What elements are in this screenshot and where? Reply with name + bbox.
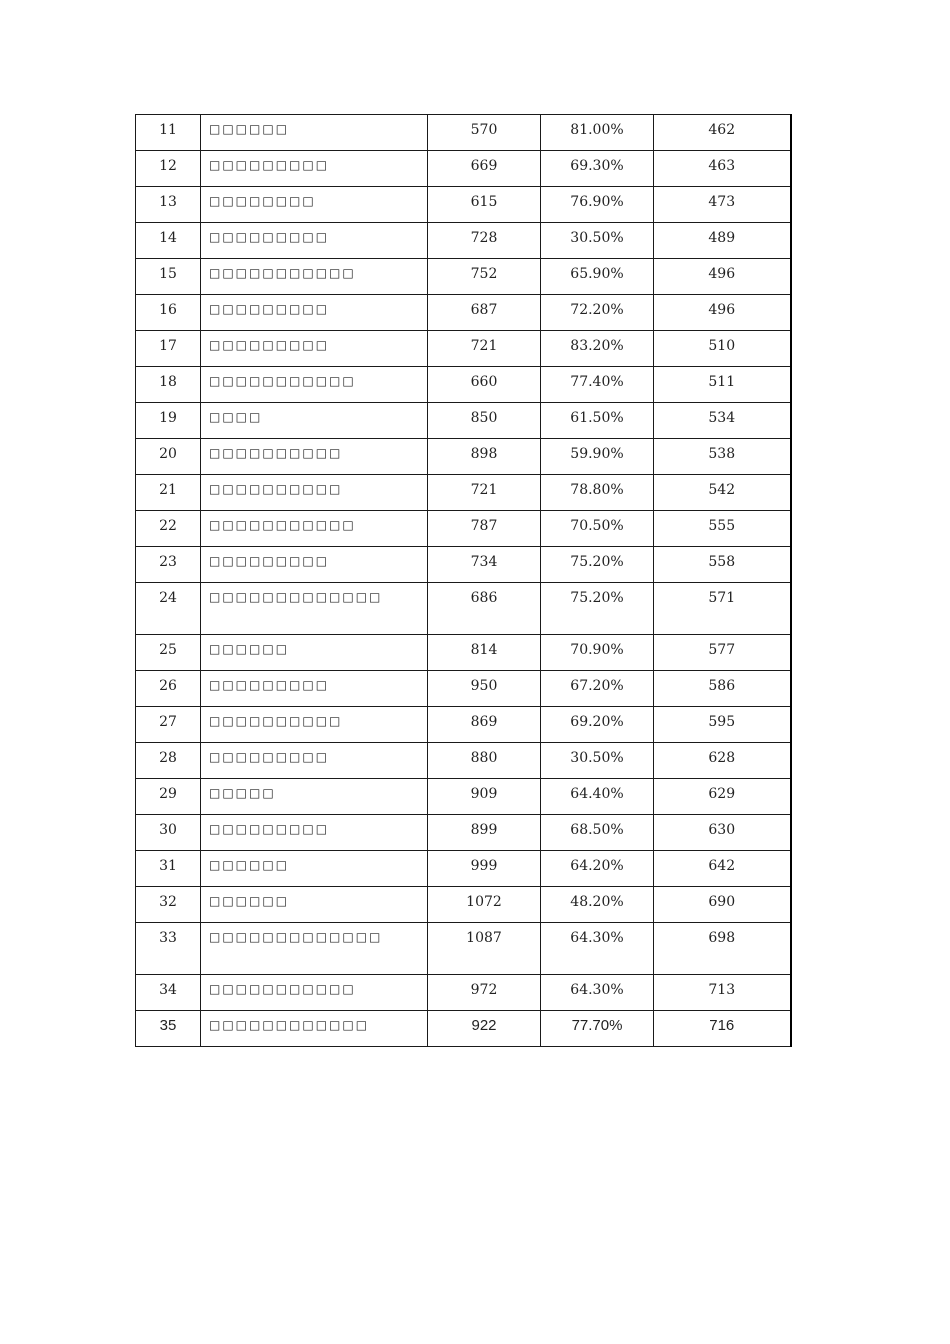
- row-rate-cell: 72.20%: [541, 295, 654, 331]
- table-row: [136, 1011, 791, 1047]
- row-rate-cell: 77.40%: [541, 367, 654, 403]
- row-value-cell: 713: [654, 975, 791, 1011]
- row-value-cell: 462: [654, 115, 791, 151]
- row-value-cell: 511: [654, 367, 791, 403]
- table-row: [136, 223, 791, 259]
- row-number-cell: 12: [136, 151, 201, 187]
- row-rate-cell: 69.30%: [541, 151, 654, 187]
- row-count-cell: 880: [428, 743, 541, 779]
- row-count-cell: 1072: [428, 887, 541, 923]
- row-count-cell: 570: [428, 115, 541, 151]
- row-count-cell: 850: [428, 403, 541, 439]
- row-count-cell: 669: [428, 151, 541, 187]
- row-rate-cell: 83.20%: [541, 331, 654, 367]
- table-row: [136, 511, 791, 547]
- row-value-cell: 586: [654, 671, 791, 707]
- table-row: [136, 975, 791, 1011]
- row-value-cell: 496: [654, 259, 791, 295]
- row-name-cell: □□□□□□□□□: [201, 151, 428, 187]
- row-count-cell: 909: [428, 779, 541, 815]
- row-rate-cell: 64.30%: [541, 923, 654, 975]
- row-name-cell: □□□□□□□□□: [201, 295, 428, 331]
- row-value-cell: 716: [654, 1011, 791, 1047]
- table-row: [136, 151, 791, 187]
- row-value-cell: 538: [654, 439, 791, 475]
- row-value-cell: 555: [654, 511, 791, 547]
- row-number-cell: 34: [136, 975, 201, 1011]
- row-rate-cell: 69.20%: [541, 707, 654, 743]
- row-name-cell: □□□□□□□□□□□□□: [201, 583, 428, 635]
- row-name-cell: □□□□□□□□□: [201, 743, 428, 779]
- row-rate-cell: 70.90%: [541, 635, 654, 671]
- data-table: [135, 114, 792, 1047]
- row-rate-cell: 64.20%: [541, 851, 654, 887]
- row-number-cell: 18: [136, 367, 201, 403]
- row-rate-cell: 59.90%: [541, 439, 654, 475]
- row-count-cell: 660: [428, 367, 541, 403]
- row-count-cell: 734: [428, 547, 541, 583]
- table-row: [136, 779, 791, 815]
- row-number-cell: 20: [136, 439, 201, 475]
- table-row: [136, 887, 791, 923]
- table-row: [136, 923, 791, 975]
- row-name-cell: □□□□□□□□□: [201, 547, 428, 583]
- row-value-cell: 558: [654, 547, 791, 583]
- row-count-cell: 922: [428, 1011, 541, 1047]
- row-count-cell: 721: [428, 475, 541, 511]
- row-count-cell: 814: [428, 635, 541, 671]
- row-number-cell: 21: [136, 475, 201, 511]
- row-name-cell: □□□□□□□□□□□: [201, 367, 428, 403]
- table-row: [136, 547, 791, 583]
- row-number-cell: 25: [136, 635, 201, 671]
- row-rate-cell: 81.00%: [541, 115, 654, 151]
- row-rate-cell: 61.50%: [541, 403, 654, 439]
- row-name-cell: □□□□□□: [201, 635, 428, 671]
- row-value-cell: 510: [654, 331, 791, 367]
- row-number-cell: 16: [136, 295, 201, 331]
- row-count-cell: 898: [428, 439, 541, 475]
- table-row: [136, 475, 791, 511]
- row-name-cell: □□□□□□□□□: [201, 815, 428, 851]
- row-name-cell: □□□□□□□□□: [201, 223, 428, 259]
- row-number-cell: 31: [136, 851, 201, 887]
- row-count-cell: 999: [428, 851, 541, 887]
- row-number-cell: 17: [136, 331, 201, 367]
- row-rate-cell: 77.70%: [541, 1011, 654, 1047]
- table-row: [136, 403, 791, 439]
- row-name-cell: □□□□: [201, 403, 428, 439]
- row-count-cell: 728: [428, 223, 541, 259]
- row-rate-cell: 64.40%: [541, 779, 654, 815]
- row-name-cell: □□□□□□□□□□: [201, 475, 428, 511]
- table-row: [136, 707, 791, 743]
- row-count-cell: 721: [428, 331, 541, 367]
- row-number-cell: 24: [136, 583, 201, 635]
- row-number-cell: 27: [136, 707, 201, 743]
- row-rate-cell: 65.90%: [541, 259, 654, 295]
- row-count-cell: 752: [428, 259, 541, 295]
- row-value-cell: 489: [654, 223, 791, 259]
- row-name-cell: □□□□□□: [201, 851, 428, 887]
- row-name-cell: □□□□□□□□□□□: [201, 511, 428, 547]
- row-count-cell: 1087: [428, 923, 541, 975]
- table-row: [136, 635, 791, 671]
- table-row: [136, 295, 791, 331]
- row-number-cell: 32: [136, 887, 201, 923]
- row-number-cell: 33: [136, 923, 201, 975]
- table-row: [136, 331, 791, 367]
- table-row: [136, 259, 791, 295]
- row-name-cell: □□□□□□: [201, 115, 428, 151]
- row-name-cell: □□□□□□□□□□□□□: [201, 923, 428, 975]
- row-count-cell: 950: [428, 671, 541, 707]
- row-rate-cell: 64.30%: [541, 975, 654, 1011]
- table-body: [136, 115, 791, 1047]
- row-value-cell: 463: [654, 151, 791, 187]
- row-number-cell: 19: [136, 403, 201, 439]
- row-rate-cell: 67.20%: [541, 671, 654, 707]
- row-number-cell: 22: [136, 511, 201, 547]
- row-rate-cell: 70.50%: [541, 511, 654, 547]
- row-value-cell: 577: [654, 635, 791, 671]
- row-name-cell: □□□□□□□□□□: [201, 439, 428, 475]
- row-value-cell: 629: [654, 779, 791, 815]
- row-value-cell: 698: [654, 923, 791, 975]
- row-count-cell: 787: [428, 511, 541, 547]
- row-rate-cell: 75.20%: [541, 583, 654, 635]
- row-name-cell: □□□□□□□□□□□: [201, 259, 428, 295]
- table-row: [136, 671, 791, 707]
- row-value-cell: 628: [654, 743, 791, 779]
- row-value-cell: 542: [654, 475, 791, 511]
- table-row: [136, 187, 791, 223]
- row-name-cell: □□□□□□□□□□□: [201, 975, 428, 1011]
- row-value-cell: 473: [654, 187, 791, 223]
- table-row: [136, 815, 791, 851]
- row-count-cell: 615: [428, 187, 541, 223]
- row-number-cell: 15: [136, 259, 201, 295]
- table-row: [136, 439, 791, 475]
- row-count-cell: 869: [428, 707, 541, 743]
- table-row: [136, 851, 791, 887]
- row-name-cell: □□□□□: [201, 779, 428, 815]
- row-value-cell: 534: [654, 403, 791, 439]
- row-name-cell: □□□□□□□□□□□□: [201, 1011, 428, 1047]
- table-row: [136, 583, 791, 635]
- row-number-cell: 29: [136, 779, 201, 815]
- row-number-cell: 23: [136, 547, 201, 583]
- row-name-cell: □□□□□□□□□□: [201, 707, 428, 743]
- row-count-cell: 687: [428, 295, 541, 331]
- row-value-cell: 690: [654, 887, 791, 923]
- row-name-cell: □□□□□□□□□: [201, 671, 428, 707]
- row-name-cell: □□□□□□□□: [201, 187, 428, 223]
- row-rate-cell: 75.20%: [541, 547, 654, 583]
- table-row: [136, 367, 791, 403]
- row-number-cell: 35: [136, 1011, 201, 1047]
- row-count-cell: 972: [428, 975, 541, 1011]
- row-rate-cell: 68.50%: [541, 815, 654, 851]
- row-number-cell: 14: [136, 223, 201, 259]
- row-number-cell: 26: [136, 671, 201, 707]
- row-value-cell: 642: [654, 851, 791, 887]
- row-value-cell: 595: [654, 707, 791, 743]
- row-number-cell: 11: [136, 115, 201, 151]
- row-name-cell: □□□□□□: [201, 887, 428, 923]
- row-name-cell: □□□□□□□□□: [201, 331, 428, 367]
- row-value-cell: 630: [654, 815, 791, 851]
- row-count-cell: 686: [428, 583, 541, 635]
- row-rate-cell: 30.50%: [541, 743, 654, 779]
- row-rate-cell: 30.50%: [541, 223, 654, 259]
- row-number-cell: 13: [136, 187, 201, 223]
- row-rate-cell: 48.20%: [541, 887, 654, 923]
- table-row: [136, 115, 791, 151]
- row-rate-cell: 78.80%: [541, 475, 654, 511]
- row-value-cell: 496: [654, 295, 791, 331]
- row-rate-cell: 76.90%: [541, 187, 654, 223]
- table-row: [136, 743, 791, 779]
- row-value-cell: 571: [654, 583, 791, 635]
- row-number-cell: 30: [136, 815, 201, 851]
- row-number-cell: 28: [136, 743, 201, 779]
- row-count-cell: 899: [428, 815, 541, 851]
